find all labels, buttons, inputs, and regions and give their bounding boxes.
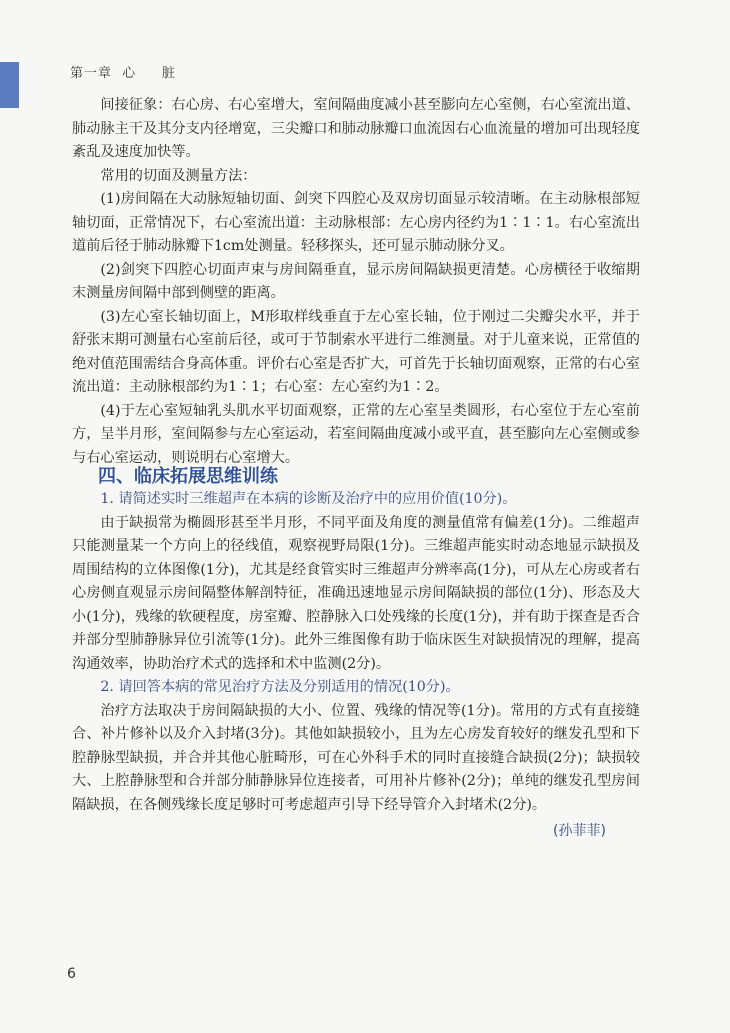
author: (孙菲菲) <box>553 823 606 839</box>
section-heading: 四、临床拓展思维训练 <box>98 466 278 487</box>
question-2: 2. 请回答本病的常见治疗方法及分别适用的情况(10分)。 <box>100 679 460 695</box>
paragraph: (4)于左心室短轴乳头肌水平切面观察，正常的左心室呈类圆形，右心室位于左心室前方，呈半月形，室间隔参与左心室运动，若室间隔曲度减小或平直，甚至膨向左心室侧或参与右心室运动，则说明右心室增大。 <box>72 402 640 466</box>
body-text-bottom <box>72 488 640 817</box>
paragraph: (1)房间隔在大动脉短轴切面、剑突下四腔心及双房切面显示较清晰。在主动脉根部短轴切面，正常情况下，右心室流出道：主动脉根部：左心房内径约为1∶1∶1。右心室流出道前后径于肺动脉瓣下1cm处测量。轻移探头，还可显示肺动脉分叉。 <box>72 191 640 254</box>
chapter-header: 第一章 心 脏 <box>70 66 176 81</box>
chapter-tab-marker <box>0 62 19 108</box>
answer-2: 治疗方法取决于房间隔缺损的大小、位置、残缘的情况等(1分)。常用的方式有直接缝合、补片修补以及介入封堵(3分)。其他如缺损较小，且为左心房发育较好的继发孔型和下腔静脉型缺损，并合并其他心脏畸形，可在心外科手术的同时直接缝合缺损(2分)；缺损较大、上腔静脉型和合并部分肺静脉异位连接者，可用补片修补(2分)；单纯的继发孔型房间隔缺损，在各侧残缘长度足够时可考虑超声引导下经导管介入封堵术(2分)。 <box>72 702 640 813</box>
page-number: 6 <box>67 966 76 982</box>
paragraph: 间接征象：右心房、右心室增大，室间隔曲度减小甚至膨向左心室侧，右心室流出道、肺动脉主干及其分支内径增宽，三尖瓣口和肺动脉瓣口血流因右心血流量的增加可出现轻度紊乱及速度加快等。 <box>72 97 640 160</box>
paragraph: (3)左心室长轴切面上，M形取样线垂直于左心室长轴，位于刚过二尖瓣尖水平，并于舒张末期可测量右心室前后径，或可于节制索水平进行二维测量。对于儿童来说，正常值的绝对值范围需结合身高体重。评价右心室是否扩大，可首先于长轴切面观察，正常的右心室流出道：主动脉根部约为1∶1；右心室：左心室约为1∶2。 <box>72 308 640 395</box>
body-text-top <box>72 94 640 470</box>
answer-1: 由于缺损常为椭圆形甚至半月形，不同平面及角度的测量值常有偏差(1分)。二维超声只能测量某一个方向上的径线值，观察视野局限(1分)。三维超声能实时动态地显示缺损及周围结构的立体图像(1分)，尤其是经食管实时三维超声分辨率高(1分)，可从左心房或者右心房侧直观显示房间隔整体解剖特征，准确迅速地显示房间隔缺损的部位(1分)、形态及大小(1分)，残缘的软硬程度，房室瓣、腔静脉入口处残缘的长度(1分)，并有助于探查是否合并部分型肺静脉异位引流等(1分)。此外三维图像有助于临床医生对缺损情况的理解，提高沟通效率，协助治疗术式的选择和术中监测(2分)。 <box>72 514 640 672</box>
paragraph: (2)剑突下四腔心切面声束与房间隔垂直，显示房间隔缺损更清楚。心房横径于收缩期末测量房间隔中部到侧壁的距离。 <box>72 261 640 301</box>
question-1: 1. 请简述实时三维超声在本病的诊断及治疗中的应用价值(10分)。 <box>100 491 517 507</box>
paragraph: 常用的切面及测量方法： <box>100 167 257 184</box>
